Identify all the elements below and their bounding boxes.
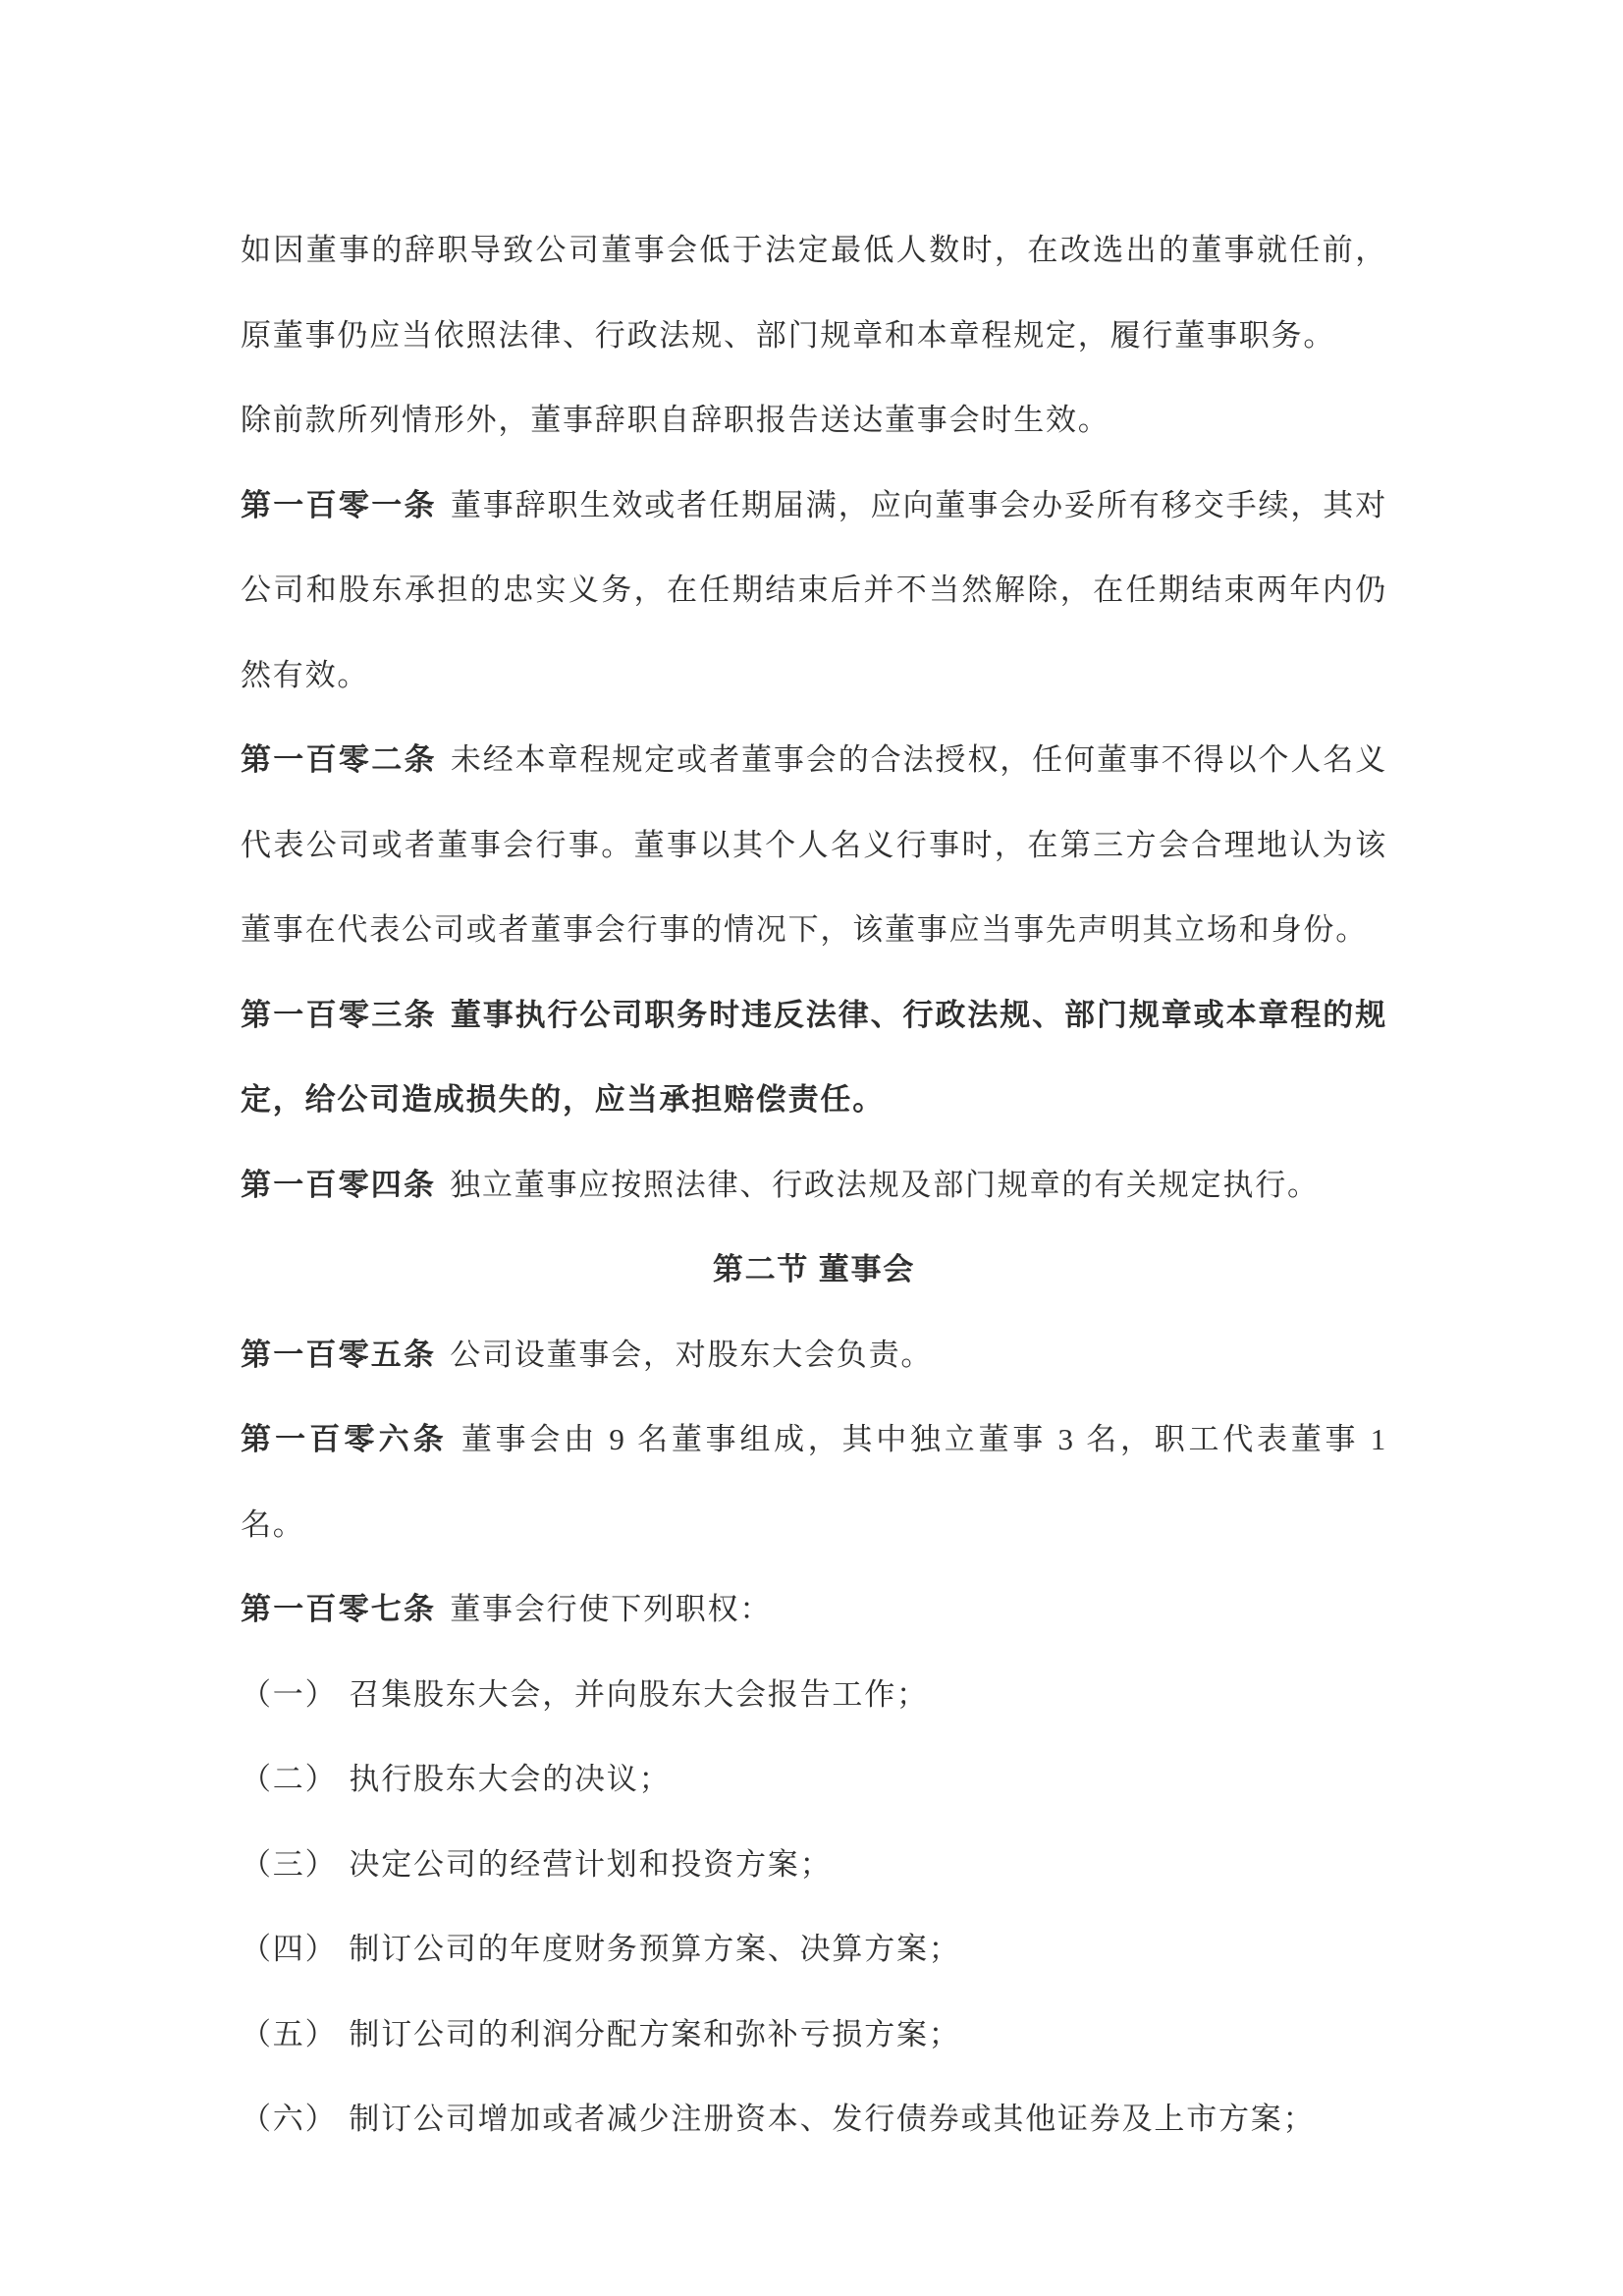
- article-105-text: 公司设董事会，对股东大会负责。: [450, 1337, 934, 1372]
- list-item-5: [241, 1993, 1387, 2078]
- article-103-text: 董事执行公司职务时违反法律、行政法规、部门规章或本章程的规定，给公司造成损失的，应当承担赔偿责任。: [241, 997, 1387, 1117]
- body-paragraph-resignation-effective: 除前款所列情形外，董事辞职自辞职报告送达董事会时生效。: [241, 403, 1110, 437]
- article-104-text: 独立董事应按照法律、行政法规及部门规章的有关规定执行。: [450, 1167, 1320, 1202]
- list-item-6-marker: （六）: [241, 2102, 338, 2136]
- article-102-number: 第一百零二条: [241, 742, 437, 777]
- article-102-text: 未经本章程规定或者董事会的合法授权，任何董事不得以个人名义代表公司或者董事会行事。董事以其个人名义行事时，在第三方会合理地认为该董事在代表公司或者董事会行事的情况下，该董事应当事先声明其立场和身份。: [241, 742, 1387, 947]
- list-item-1-marker: （一）: [241, 1676, 338, 1712]
- article-106: [241, 1397, 1387, 1567]
- list-item-3: [241, 1823, 1387, 1908]
- article-104: [241, 1143, 1387, 1229]
- article-102: [241, 718, 1387, 973]
- article-105-number: 第一百零五条: [241, 1337, 437, 1372]
- article-103-number: 第一百零三条: [241, 997, 437, 1032]
- article-104-number: 第一百零四条: [241, 1167, 437, 1202]
- list-item-4-marker: （四）: [241, 1932, 338, 1966]
- body-paragraph-resignation-transition: 如因董事的辞职导致公司董事会低于法定最低人数时，在改选出的董事就任前，原董事仍应当依照法律、行政法规、部门规章和本章程规定，履行董事职务。: [241, 233, 1387, 353]
- list-item-2-text: 执行股东大会的决议；: [349, 1762, 672, 1796]
- article-101-number: 第一百零一条: [241, 487, 437, 522]
- list-item-3-text: 决定公司的经营计划和投资方案；: [349, 1846, 833, 1882]
- list-item-2-marker: （二）: [241, 1762, 338, 1796]
- list-item-1: [241, 1653, 1387, 1738]
- list-item-6: [241, 2077, 1387, 2162]
- list-item-3-marker: （三）: [241, 1846, 338, 1882]
- article-106-text: 董事会由 9 名董事组成，其中独立董事 3 名，职工代表董事 1 名。: [241, 1422, 1387, 1542]
- article-107-text: 董事会行使下列职权：: [450, 1592, 773, 1626]
- list-item-6-text: 制订公司增加或者减少注册资本、发行债券或其他证券及上市方案；: [349, 2102, 1316, 2136]
- list-item-5-text: 制订公司的利润分配方案和弥补亏损方案；: [349, 2016, 961, 2051]
- article-107-number: 第一百零七条: [241, 1592, 437, 1626]
- list-item-2: [241, 1737, 1387, 1823]
- article-101-text: 董事辞职生效或者任期届满，应向董事会办妥所有移交手续，其对公司和股东承担的忠实义务，在任期结束后并不当然解除，在任期结束两年内仍然有效。: [241, 487, 1387, 692]
- article-106-number: 第一百零六条: [241, 1422, 448, 1456]
- list-item-4: [241, 1907, 1387, 1993]
- list-item-1-text: 召集股东大会，并向股东大会报告工作；: [349, 1676, 929, 1712]
- article-101: [241, 464, 1387, 719]
- article-103: [241, 973, 1387, 1143]
- list-item-4-text: 制订公司的年度财务预算方案、决算方案；: [349, 1932, 961, 1966]
- list-item-5-marker: （五）: [241, 2016, 338, 2051]
- article-107: [241, 1567, 1387, 1653]
- article-105: [241, 1313, 1387, 1398]
- charter-text-block: [241, 208, 1387, 2162]
- section-heading-board-of-directors: 第二节 董事会: [712, 1252, 916, 1286]
